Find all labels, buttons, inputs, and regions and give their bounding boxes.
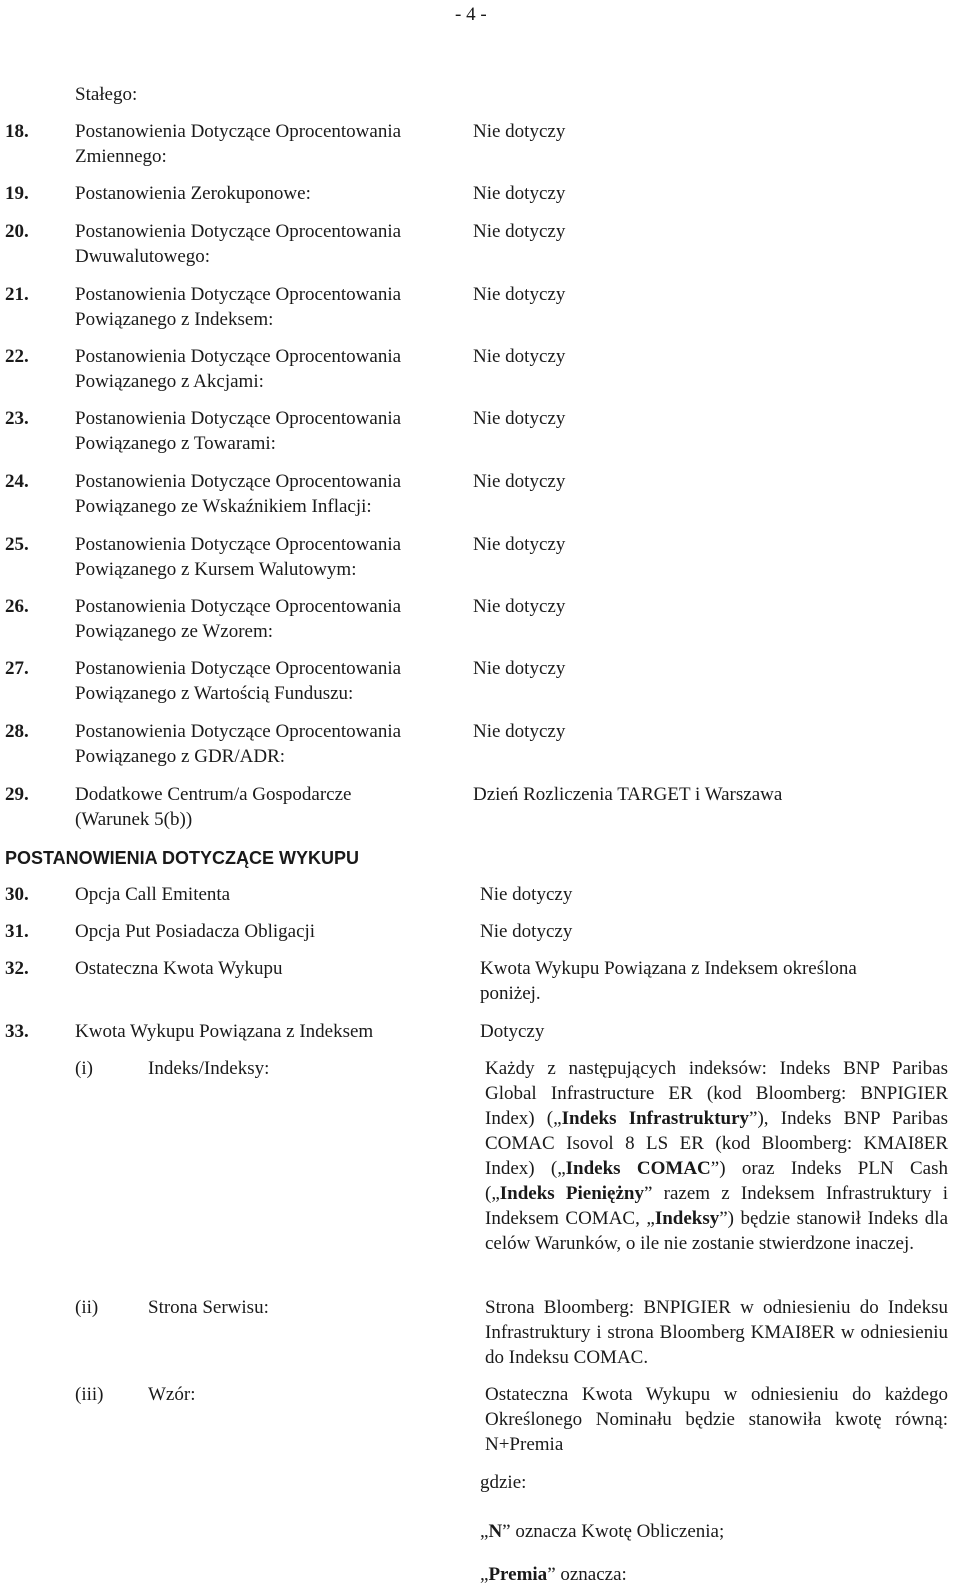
row-label-line2: Powiązanego z Indeksem: [75,309,274,330]
row-17-tail: Stałego: [75,84,138,105]
row-number: 24. [5,471,29,492]
row-number: 26. [5,596,29,617]
n-rest: ” oznacza Kwotę Obliczenia; [502,1521,725,1542]
indeksy-text-g: ” razem z Indeksem Infrastruktury i Indeksem COMAC, „ [485,1183,948,1229]
sub-i-number: (i) [75,1058,93,1079]
indeksy-text-a: Każdy z następujących indeksów: Indeks BNP Paribas Global Infrastructure ER (kod Bloomberg: BNPIGIER Index) („ [485,1058,948,1129]
row-label-line1: Postanowienia Dotyczące Oprocentowania [75,221,402,242]
row-value: Nie dotyczy [473,408,566,429]
row-number: 27. [5,658,29,679]
premia-definition [480,1562,627,1587]
row-33-value: Dotyczy [480,1021,545,1042]
sub-ii-label: Strona Serwisu: [148,1297,269,1318]
row-label-line1: Postanowienia Dotyczące Oprocentowania [75,596,402,617]
row-label-line1: Postanowienia Dotyczące Oprocentowania [75,658,402,679]
row-31-label: Opcja Put Posiadacza Obligacji [75,921,316,942]
row-33-label: Kwota Wykupu Powiązana z Indeksem [75,1021,374,1042]
row-label-line2: Dwuwalutowego: [75,246,211,267]
row-label-line2: Zmiennego: [75,146,167,167]
row-label-line2: (Warunek 5(b)) [75,809,193,830]
row-value: Nie dotyczy [473,284,566,305]
row-label-line2: Powiązanego z GDR/ADR: [75,746,286,767]
indeksy-text-b: Indeks Infrastruktury [561,1108,750,1129]
row-label-line2: Powiązanego ze Wskaźnikiem Inflacji: [75,496,372,517]
row-label-line1: Postanowienia Dotyczące Oprocentowania [75,721,402,742]
n-definition [480,1519,724,1544]
row-label-line1: Postanowienia Dotyczące Oprocentowania [75,534,402,555]
row-32-number: 32. [5,958,29,979]
row-value: Nie dotyczy [473,596,566,617]
row-label-line1: Postanowienia Dotyczące Oprocentowania [75,346,402,367]
row-31-number: 31. [5,921,29,942]
sub-ii-number: (ii) [75,1297,99,1318]
row-number: 29. [5,784,29,805]
row-32-value-line2: poniżej. [480,983,541,1004]
row-value: Nie dotyczy [473,221,566,242]
premia-open-quote: „ [480,1564,489,1585]
row-30-label: Opcja Call Emitenta [75,884,231,905]
row-label-line1: Postanowienia Dotyczące Oprocentowania [75,284,402,305]
row-number: 20. [5,221,29,242]
row-number: 28. [5,721,29,742]
row-value: Nie dotyczy [473,471,566,492]
row-label-line1: Postanowienia Dotyczące Oprocentowania [75,471,402,492]
row-number: 19. [5,183,29,204]
indeksy-text-i: ”) będzie stanowił Indeks dla celów Warunków, o ile nie zostanie stwierdzone inaczej. [485,1208,949,1254]
row-label-line1: Dodatkowe Centrum/a Gospodarcze [75,784,352,805]
indeksy-text-d: Indeks COMAC [565,1158,711,1179]
indeksy-text-h: Indeksy [654,1208,720,1229]
row-label-line2: Powiązanego ze Wzorem: [75,621,274,642]
row-value: Nie dotyczy [473,534,566,555]
row-30-number: 30. [5,884,29,905]
row-32-label: Ostateczna Kwota Wykupu [75,958,283,979]
n-term: N [488,1521,503,1542]
gdzie-label: gdzie: [480,1472,527,1493]
row-label-line2: Powiązanego z Akcjami: [75,371,264,392]
indeksy-text-f: Indeks Pieniężny [499,1183,644,1204]
row-value: Nie dotyczy [473,121,566,142]
premia-term: Premia [488,1564,548,1585]
row-32-value-line1: Kwota Wykupu Powiązana z Indeksem określona [480,958,857,979]
premia-rest: ” oznacza: [547,1564,627,1585]
indeksy-text-c: ”), Indeks BNP Paribas COMAC Isovol 8 LS ER (kod Bloomberg: KMAI8ER Index) („ [485,1108,948,1179]
row-value: Nie dotyczy [473,346,566,367]
row-number: 25. [5,534,29,555]
row-label-line2: Powiązanego z Kursem Walutowym: [75,559,357,580]
row-value: Nie dotyczy [473,183,566,204]
row-number: 21. [5,284,29,305]
row-label-line2: Powiązanego z Towarami: [75,433,276,454]
sub-iii-label: Wzór: [148,1384,196,1405]
row-number: 22. [5,346,29,367]
indeksy-text-e: ”) oraz Indeks PLN Cash („ [485,1158,948,1204]
row-value: Nie dotyczy [473,658,566,679]
row-value: Dzień Rozliczenia TARGET i Warszawa [473,784,783,805]
row-30-value: Nie dotyczy [480,884,573,905]
row-number: 18. [5,121,29,142]
sub-i-label: Indeks/Indeksy: [148,1058,270,1079]
sub-iii-number: (iii) [75,1384,104,1405]
wzor-description: Ostateczna Kwota Wykupu w odniesieniu do każdego Określonego Nominału będzie stanowiła kwotę równą: N+Premia [485,1384,948,1455]
row-number: 23. [5,408,29,429]
n-open-quote: „ [480,1521,489,1542]
section-heading: POSTANOWIENIA DOTYCZĄCE WYKUPU [5,848,359,868]
page-number: - 4 - [455,4,487,25]
row-33-number: 33. [5,1021,29,1042]
row-label-line1: Postanowienia Dotyczące Oprocentowania [75,121,402,142]
row-label-line1: Postanowienia Zerokuponowe: [75,183,311,204]
row-label-line1: Postanowienia Dotyczące Oprocentowania [75,408,402,429]
row-31-value: Nie dotyczy [480,921,573,942]
indeksy-description [485,1056,948,1256]
row-value: Nie dotyczy [473,721,566,742]
strona-description: Strona Bloomberg: BNPIGIER w odniesieniu do Indeksu Infrastruktury i strona Bloomberg KMAI8ER w odniesieniu do Indeksu COMAC. [485,1297,948,1368]
row-label-line2: Powiązanego z Wartością Funduszu: [75,683,354,704]
